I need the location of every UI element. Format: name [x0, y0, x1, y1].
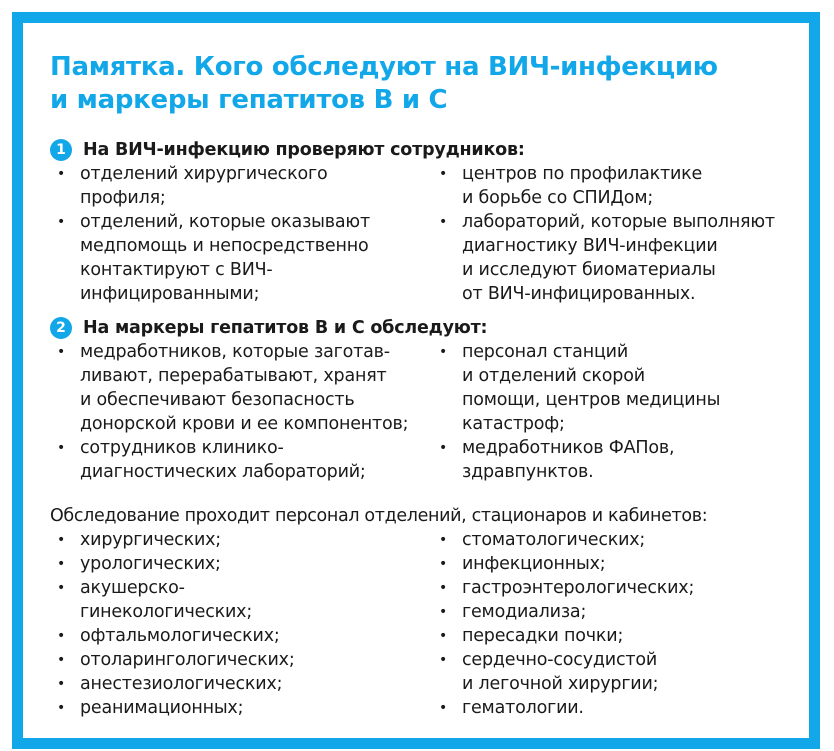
list-item-line: инфицированными;	[80, 284, 260, 304]
section-1-left-list	[50, 162, 432, 306]
list-item-line: отделений, которые оказывают	[80, 212, 370, 232]
list-item-line: здравпунктов.	[462, 462, 594, 482]
list-item-line: гематологии.	[462, 698, 584, 718]
list-item	[50, 648, 432, 672]
list-item-line: отделений хирургического	[80, 164, 328, 184]
list-item-line: медпомощь и непосредственно	[80, 236, 369, 256]
list-item-line: и легочной хирургии;	[462, 674, 659, 694]
list-item	[50, 552, 432, 576]
list-item	[432, 340, 792, 436]
list-item	[50, 624, 432, 648]
list-item	[50, 210, 432, 306]
list-item-line: медработников ФАПов,	[462, 438, 675, 458]
list-item-line: донорской крови и ее компонентов;	[80, 414, 409, 434]
list-item-line: персонал станций	[462, 342, 628, 362]
list-item	[432, 436, 792, 484]
list-item	[432, 162, 792, 210]
list-item-line: сердечно-сосудистой	[462, 650, 658, 670]
list-item	[432, 648, 792, 696]
list-item-line: и отделений скорой	[462, 366, 645, 386]
list-item-line: ливают, перерабатывают, хранят	[80, 366, 387, 386]
memo-title-line-2: и маркеры гепатитов В и С	[50, 85, 448, 115]
list-item-line: анестезиологических;	[80, 674, 283, 694]
section-2-left-list	[50, 340, 432, 484]
section-2-header	[50, 316, 795, 340]
list-item-line: стоматологических;	[462, 530, 646, 550]
section-1-columns	[50, 162, 795, 306]
list-item	[432, 210, 792, 306]
list-item-line: профиля;	[80, 188, 166, 208]
list-item	[50, 162, 432, 210]
list-item-line: помощи, центров медицины	[462, 390, 721, 410]
list-item	[432, 600, 792, 624]
staff-note-left-list	[50, 528, 432, 720]
list-item-line: центров по профилактике	[462, 164, 703, 184]
list-item-line: акушерско-	[80, 578, 185, 598]
list-item-line: лабораторий, которые выполняют	[462, 212, 775, 232]
list-item-line: контактируют с ВИЧ-	[80, 260, 273, 280]
list-item-line: гинекологических;	[80, 602, 253, 622]
list-item-line: урологических;	[80, 554, 221, 574]
list-item	[432, 552, 792, 576]
list-item	[432, 624, 792, 648]
section-1-header	[50, 138, 795, 162]
list-item-line: сотрудников клинико-	[80, 438, 284, 458]
list-item-line: хирургических;	[80, 530, 221, 550]
list-item-line: гастроэнтерологических;	[462, 578, 695, 598]
section-2-columns	[50, 340, 795, 484]
list-item	[50, 576, 432, 624]
section-2-number-badge: 2	[50, 317, 72, 339]
list-item	[50, 436, 432, 484]
section-2-heading: На маркеры гепатитов В и С обследуют:	[83, 318, 488, 338]
list-item	[50, 340, 432, 436]
list-item-line: медработников, которые заготав-	[80, 342, 390, 362]
list-item-line: и обеспечивают безопасность	[80, 390, 355, 410]
memo-title	[50, 51, 795, 117]
staff-note-text: Обследование проходит персонал отделений, стационаров и кабинетов:	[50, 506, 708, 526]
list-item-line: и борьбе со СПИДом;	[462, 188, 654, 208]
section-1-heading: На ВИЧ-инфекцию проверяют сотрудников:	[83, 140, 525, 160]
memo-frame	[12, 12, 820, 749]
memo-title-line-1: Памятка. Кого обследуют на ВИЧ-инфекцию	[50, 52, 718, 82]
list-item-line: катастроф;	[462, 414, 565, 434]
list-item-line: реанимационных;	[80, 698, 244, 718]
memo-content	[50, 51, 795, 720]
list-item	[432, 696, 792, 720]
list-item-line: от ВИЧ-инфицированных.	[462, 284, 696, 304]
section-1-number-badge: 1	[50, 139, 72, 161]
staff-note-right-list	[432, 528, 792, 720]
list-item	[50, 696, 432, 720]
list-item-line: отоларингологических;	[80, 650, 295, 670]
list-item	[50, 672, 432, 696]
list-item-line: гемодиализа;	[462, 602, 587, 622]
list-item	[432, 576, 792, 600]
section-1-right-list	[432, 162, 792, 306]
list-item-line: и исследуют биоматериалы	[462, 260, 716, 280]
list-item	[432, 528, 792, 552]
section-2-right-list	[432, 340, 792, 484]
list-item-line: офтальмологических;	[80, 626, 280, 646]
staff-note-columns	[50, 528, 795, 720]
list-item-line: пересадки почки;	[462, 626, 624, 646]
list-item-line: инфекционных;	[462, 554, 606, 574]
list-item-line: диагностических лабораторий;	[80, 462, 366, 482]
list-item-line: диагностику ВИЧ-инфекции	[462, 236, 718, 256]
list-item	[50, 528, 432, 552]
